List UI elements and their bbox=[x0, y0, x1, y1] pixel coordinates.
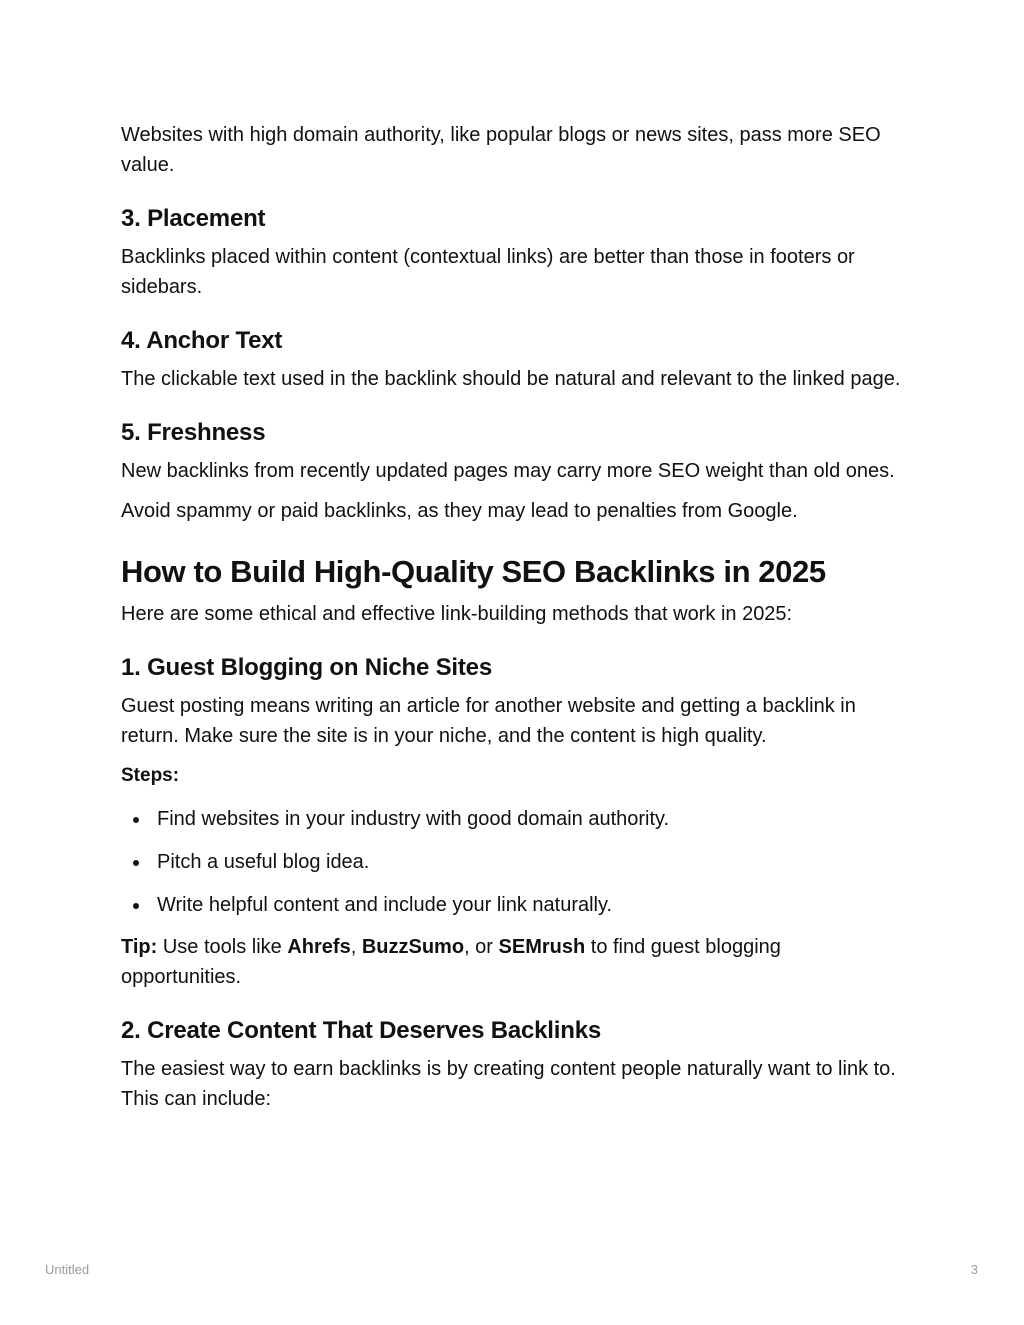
section-text-create-content: The easiest way to earn backlinks is by creating content people naturally want to link to. This can include: bbox=[121, 1058, 896, 1110]
steps-label: Steps: bbox=[121, 765, 180, 786]
tool-ahrefs: Ahrefs bbox=[287, 936, 351, 958]
warning-paragraph: Avoid spammy or paid backlinks, as they may lead to penalties from Google. bbox=[121, 500, 798, 522]
list-item: Pitch a useful blog idea. bbox=[121, 847, 901, 877]
section-heading-guest-blogging: 1. Guest Blogging on Niche Sites bbox=[121, 654, 492, 681]
footer-page-number: 3 bbox=[970, 1262, 978, 1277]
tool-semrush: SEMrush bbox=[498, 936, 586, 958]
section-heading-placement: 3. Placement bbox=[121, 205, 266, 232]
list-item: Find websites in your industry with good domain authority. bbox=[121, 804, 901, 834]
section-text-freshness: New backlinks from recently updated pages may carry more SEO weight than old ones. bbox=[121, 460, 895, 482]
tip-separator-1: , bbox=[350, 936, 362, 958]
tip-separator-2: , or bbox=[464, 936, 499, 958]
section-heading-freshness: 5. Freshness bbox=[121, 419, 266, 446]
section-text-guest-blogging: Guest posting means writing an article for another website and getting a backlink in return. Make sure the site is in your niche, and the content is high quality. bbox=[121, 695, 856, 747]
steps-list bbox=[121, 804, 901, 920]
section-text-placement: Backlinks placed within content (contextual links) are better than those in footers or sidebars. bbox=[121, 246, 855, 298]
section-text-anchor-text: The clickable text used in the backlink should be natural and relevant to the linked page. bbox=[121, 368, 901, 390]
tip-text-start: Use tools like bbox=[157, 936, 288, 958]
footer-document-title: Untitled bbox=[45, 1262, 90, 1277]
intro-paragraph: Websites with high domain authority, like popular blogs or news sites, pass more SEO value. bbox=[121, 124, 881, 176]
tip-label: Tip: bbox=[121, 936, 158, 958]
section-heading-anchor-text: 4. Anchor Text bbox=[121, 327, 283, 354]
list-item: Write helpful content and include your link naturally. bbox=[121, 890, 901, 920]
document-page bbox=[121, 120, 901, 1114]
tool-buzzsumo: BuzzSumo bbox=[361, 936, 465, 958]
tip-text-end: to find guest blogging opportunities. bbox=[121, 936, 781, 988]
main-intro-paragraph: Here are some ethical and effective link-building methods that work in 2025: bbox=[121, 603, 793, 625]
main-heading: How to Build High-Quality SEO Backlinks in 2025 bbox=[121, 554, 826, 589]
section-heading-create-content: 2. Create Content That Deserves Backlinks bbox=[121, 1017, 601, 1044]
tip-paragraph bbox=[121, 932, 901, 992]
